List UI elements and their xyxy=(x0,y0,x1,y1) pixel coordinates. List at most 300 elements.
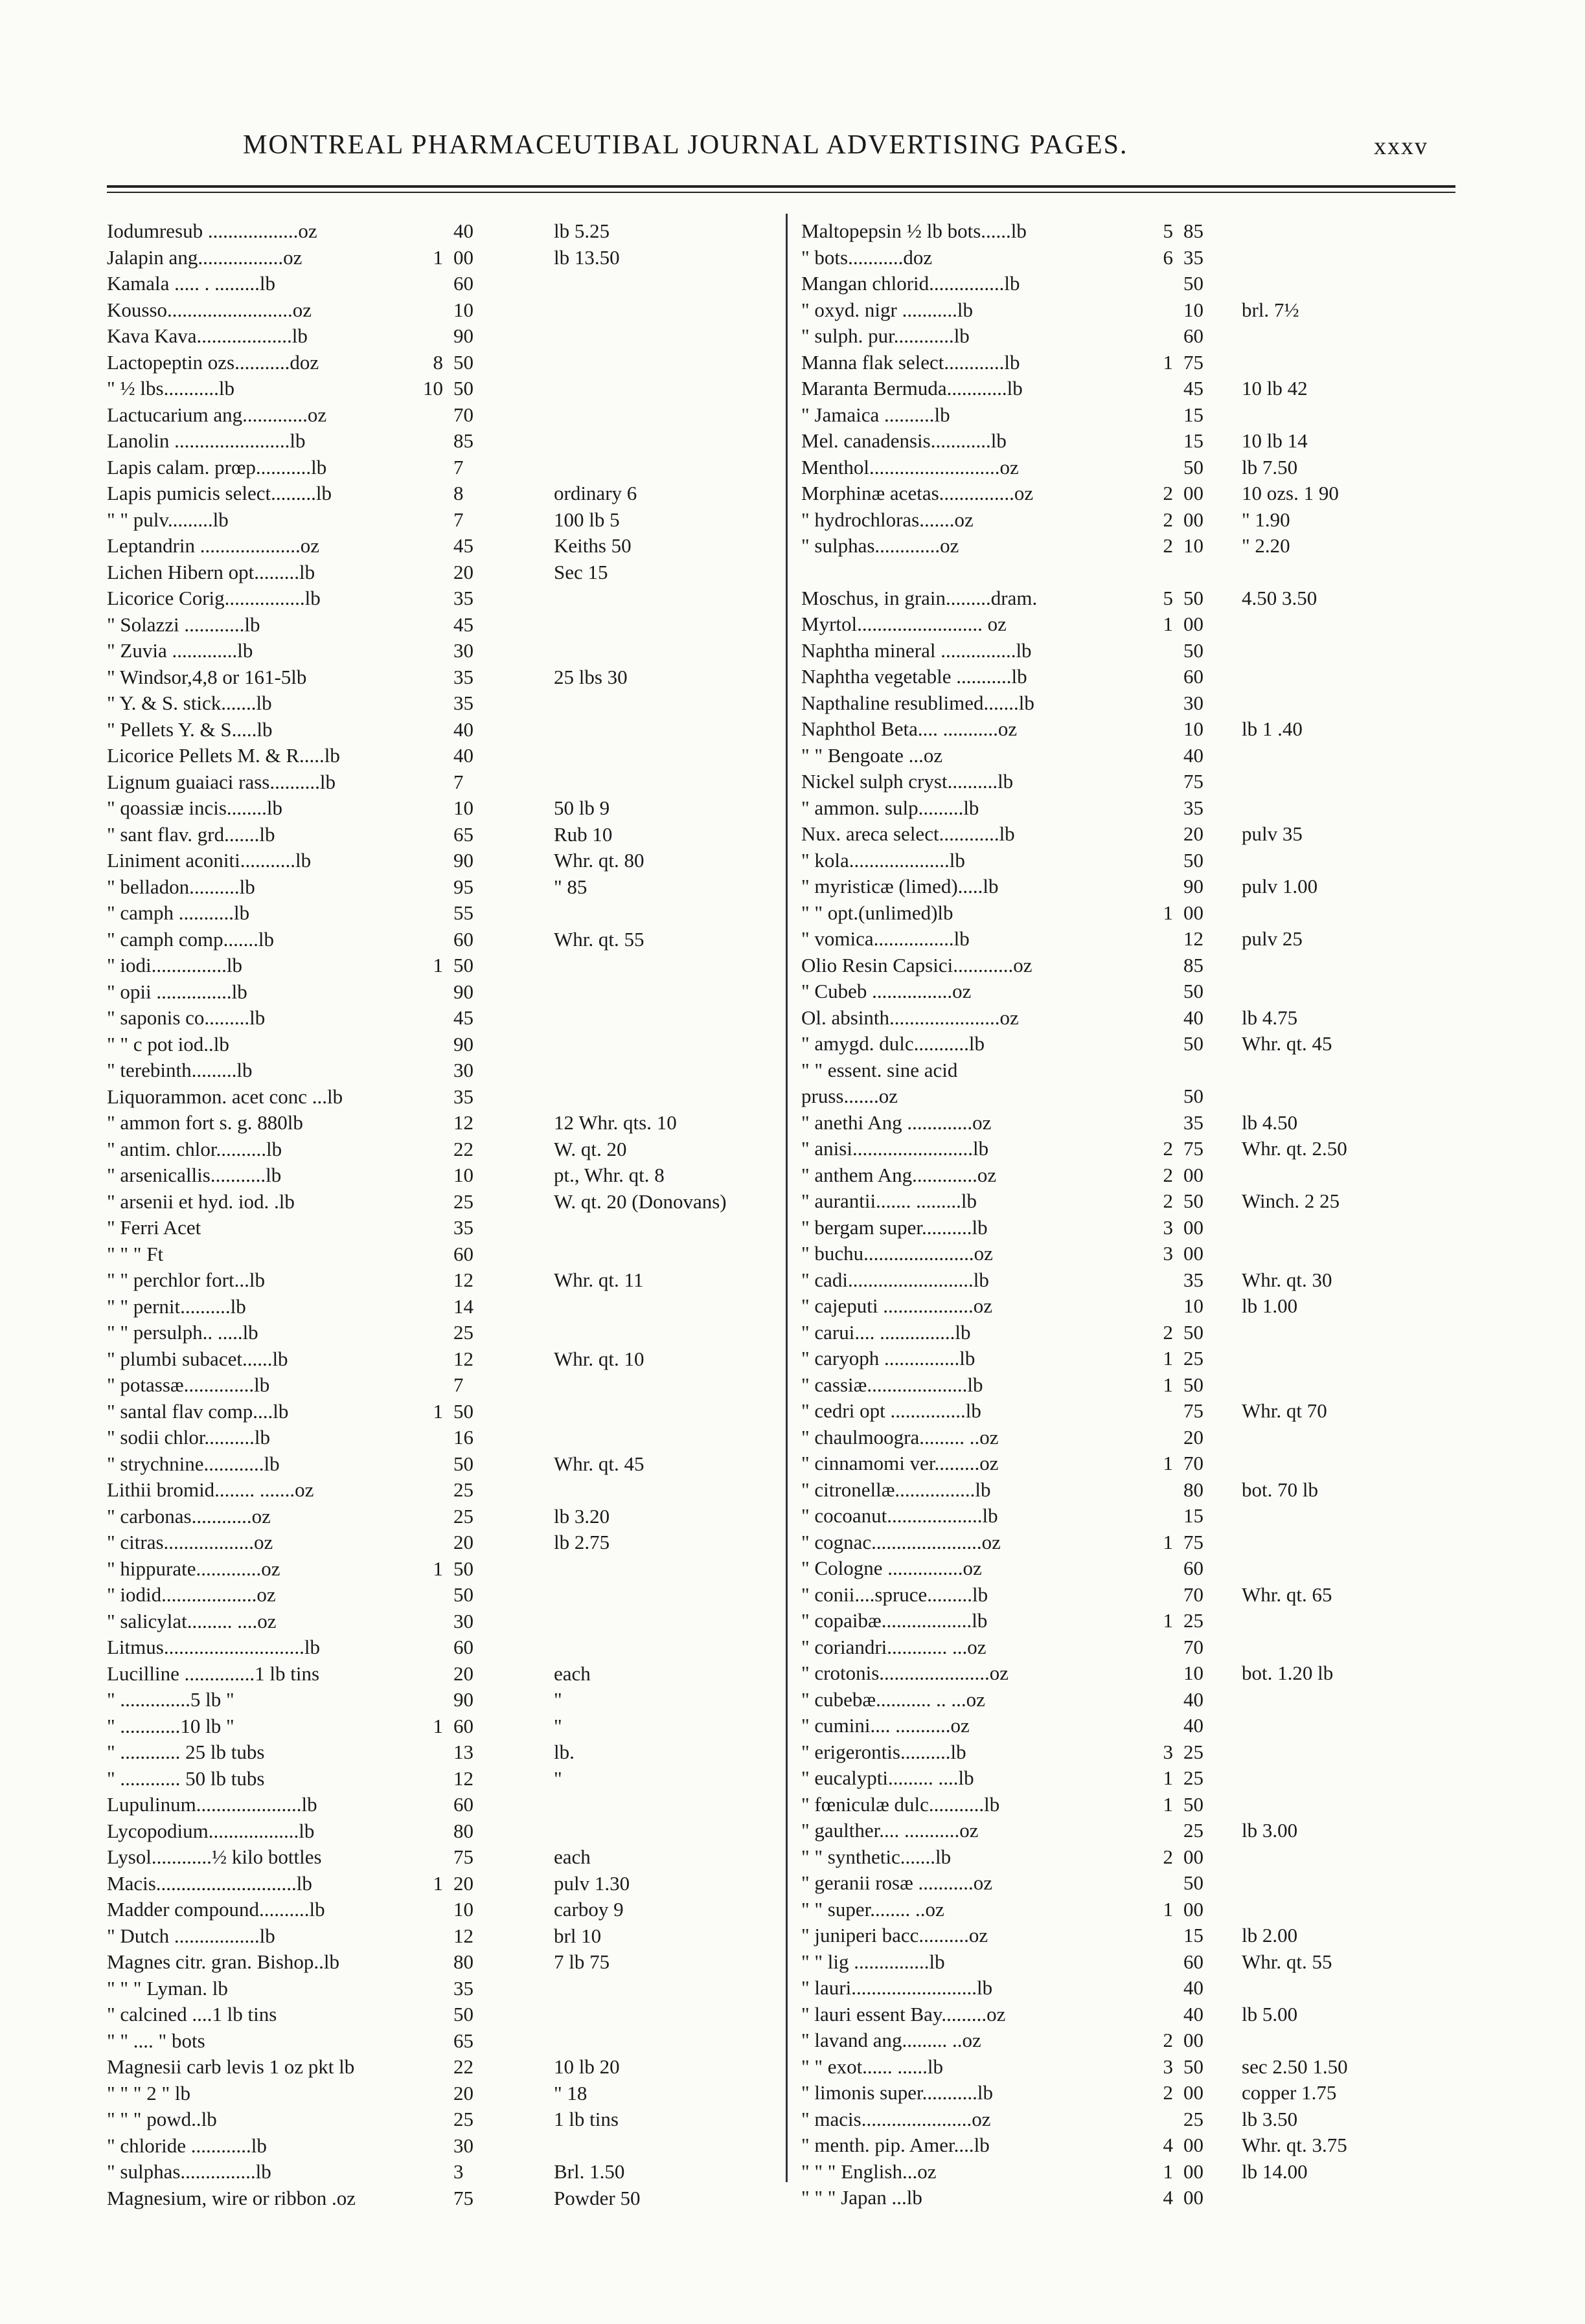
item-note: " 2.20 xyxy=(1242,534,1290,557)
item-name: " bergam super..........lb xyxy=(801,1215,988,1239)
price-cents: 85 xyxy=(1183,953,1203,976)
item-name: Nux. areca select............lb xyxy=(801,822,1015,845)
price-cents: 25 xyxy=(453,1190,473,1213)
item-name: Licorice Pellets M. & R.....lb xyxy=(107,744,340,767)
price-cents: 80 xyxy=(1183,1478,1203,1501)
price-list-row xyxy=(801,638,1475,664)
price-list-row xyxy=(801,2185,1475,2211)
item-name: " calcined ....1 lb tins xyxy=(107,2003,277,2025)
item-name: " camph comp.......lb xyxy=(107,927,275,951)
price-list-row xyxy=(801,1634,1475,1661)
price-list-row xyxy=(107,927,781,953)
price-list-row xyxy=(801,1162,1475,1189)
item-name: Lichen Hibern opt.........lb xyxy=(107,560,315,583)
price-cents: 75 xyxy=(1183,1399,1203,1422)
price-list-row xyxy=(107,1084,781,1111)
price-dollars: 1 xyxy=(433,954,443,976)
item-name: Morphinæ acetas...............oz xyxy=(801,482,1034,504)
page-title: MONTREAL PHARMACEUTIBAL JOURNAL ADVERTISING PAGES. xyxy=(243,130,1128,160)
item-name: Lycopodium..................lb xyxy=(107,1819,315,1842)
item-note: pulv 1.30 xyxy=(554,1871,630,1895)
price-cents: 50 xyxy=(453,1583,473,1606)
price-list-row xyxy=(801,690,1475,717)
item-name: " coriandri............ ...oz xyxy=(801,1635,986,1658)
price-cents: 12 xyxy=(453,1269,473,1291)
item-name: " " .... " bots xyxy=(107,2029,205,2052)
price-list-row xyxy=(107,1556,781,1583)
price-dollars: 1 xyxy=(1163,350,1173,374)
price-cents: 40 xyxy=(453,717,473,741)
item-note: lb 4.50 xyxy=(1242,1111,1298,1134)
item-name: " " essent. sine acid xyxy=(801,1058,958,1081)
item-name: Naphtha vegetable ...........lb xyxy=(801,665,1027,688)
item-name: " ............ 25 lb tubs xyxy=(107,1741,265,1763)
item-name: Lupulinum.....................lb xyxy=(107,1793,317,1816)
item-note: each xyxy=(554,1845,591,1868)
item-name: " aurantii....... .........lb xyxy=(801,1190,977,1212)
price-cents: 50 xyxy=(1183,2055,1203,2078)
price-cents: 50 xyxy=(1183,848,1203,872)
price-list-row xyxy=(801,1005,1475,1032)
price-list-row xyxy=(107,2133,781,2160)
price-list-row xyxy=(801,1057,1475,1084)
price-cents: 25 xyxy=(1183,1609,1203,1632)
price-list-row xyxy=(801,1555,1475,1582)
price-list-row xyxy=(107,1871,781,1897)
price-list-row xyxy=(107,979,781,1006)
price-cents: 50 xyxy=(453,1452,473,1475)
price-list-row xyxy=(801,245,1475,271)
price-list-row xyxy=(801,1267,1475,1294)
price-cents: 30 xyxy=(453,1609,473,1632)
price-list-row xyxy=(801,271,1475,297)
price-dollars: 2 xyxy=(1163,1845,1173,1868)
item-name: Lapis pumicis select.........lb xyxy=(107,482,332,504)
price-list-row xyxy=(107,1136,781,1163)
item-name: " cassiæ....................lb xyxy=(801,1373,983,1396)
price-list-row xyxy=(107,1032,781,1058)
item-note: copper 1.75 xyxy=(1242,2081,1337,2104)
price-list-row xyxy=(107,1949,781,1976)
price-dollars: 2 xyxy=(1163,1137,1173,1160)
price-dollars: 1 xyxy=(433,1557,443,1580)
item-name: " " c pot iod..lb xyxy=(107,1032,229,1055)
price-cents: 12 xyxy=(453,1766,473,1790)
price-list-row xyxy=(801,1897,1475,1923)
price-cents: 00 xyxy=(1183,1242,1203,1265)
item-note: Whr. qt. 65 xyxy=(1242,1583,1332,1606)
price-dollars: 3 xyxy=(1163,2055,1173,2078)
item-name: " geranii rosæ ...........oz xyxy=(801,1871,993,1894)
item-note: lb 14.00 xyxy=(1242,2160,1308,2183)
price-cents: 70 xyxy=(1183,1583,1203,1606)
price-cents: 7 xyxy=(453,770,464,793)
price-cents: 22 xyxy=(453,1137,473,1160)
price-cents: 10 xyxy=(1183,534,1203,557)
price-cents: 90 xyxy=(453,980,473,1003)
price-dollars: 1 xyxy=(433,1399,443,1423)
price-list-row xyxy=(801,533,1475,559)
price-list-row xyxy=(107,690,781,717)
price-list-row xyxy=(801,455,1475,481)
price-cents: 7 xyxy=(453,1373,464,1396)
page-number: xxxv xyxy=(1374,133,1428,160)
item-name: " carbonas............oz xyxy=(107,1504,271,1528)
price-cents: 20 xyxy=(453,1531,473,1553)
price-cents: 14 xyxy=(453,1294,473,1318)
price-list-row xyxy=(801,1713,1475,1739)
page-header xyxy=(107,130,1428,168)
price-list-right-column xyxy=(801,218,1475,2211)
price-dollars: 3 xyxy=(1163,1215,1173,1239)
price-cents: 25 xyxy=(1183,2107,1203,2130)
price-list-row xyxy=(801,874,1475,900)
price-list-row xyxy=(107,1189,781,1215)
price-list-row xyxy=(107,1713,781,1740)
price-list-row xyxy=(107,559,781,586)
price-dollars: 1 xyxy=(433,245,443,269)
price-cents: 75 xyxy=(453,2186,473,2209)
item-name: Lithii bromid........ .......oz xyxy=(107,1478,314,1501)
header-rule-thin xyxy=(107,192,1455,193)
item-name: " ½ lbs...........lb xyxy=(107,377,234,400)
price-cents: 30 xyxy=(453,2134,473,2157)
item-name: " sulphas...............lb xyxy=(107,2160,271,2183)
price-cents: 15 xyxy=(1183,1924,1203,1946)
price-cents: 15 xyxy=(1183,403,1203,426)
price-list-row xyxy=(107,1739,781,1766)
price-list-row xyxy=(107,1267,781,1294)
price-cents: 00 xyxy=(1183,2134,1203,2156)
price-list-row xyxy=(801,1975,1475,2002)
price-cents: 50 xyxy=(1183,586,1203,609)
price-list-row xyxy=(801,900,1475,927)
price-cents: 80 xyxy=(453,1950,473,1973)
price-list-row xyxy=(107,1215,781,1241)
item-name: " " Bengoate ...oz xyxy=(801,743,943,767)
item-name: " citras..................oz xyxy=(107,1531,273,1553)
price-cents: 35 xyxy=(453,665,473,688)
price-dollars: 2 xyxy=(1163,508,1173,531)
price-list-row xyxy=(107,455,781,481)
item-name: " vomica................lb xyxy=(801,927,970,950)
item-note: 4.50 3.50 xyxy=(1242,586,1317,609)
price-cents: 25 xyxy=(453,1478,473,1501)
price-cents: 50 xyxy=(1183,638,1203,662)
price-cents: 55 xyxy=(453,901,473,924)
price-list-row xyxy=(801,769,1475,795)
price-list-row xyxy=(801,218,1475,245)
price-cents: 60 xyxy=(453,1636,473,1658)
column-divider xyxy=(786,214,788,2182)
price-cents: 60 xyxy=(453,927,473,951)
item-name: " " " English...oz xyxy=(801,2160,937,2183)
price-list-row xyxy=(801,1608,1475,1634)
price-cents: 45 xyxy=(453,613,473,636)
price-cents: 00 xyxy=(1183,613,1203,635)
item-name: " " " Japan ...lb xyxy=(801,2186,922,2209)
price-cents: 7 xyxy=(453,455,464,479)
price-list-row xyxy=(801,1136,1475,1162)
price-cents: 00 xyxy=(453,245,473,269)
price-cents: 40 xyxy=(1183,1006,1203,1029)
price-dollars: 4 xyxy=(1163,2186,1173,2209)
item-note: brl. 7½ xyxy=(1242,298,1299,321)
price-list-row xyxy=(107,585,781,612)
price-cents: 40 xyxy=(453,744,473,767)
item-name: " cumini.... ...........oz xyxy=(801,1714,970,1737)
price-list-row xyxy=(107,664,781,691)
price-list-row xyxy=(107,245,781,271)
price-list-row xyxy=(107,1634,781,1661)
price-list-row xyxy=(801,428,1475,455)
price-cents: 90 xyxy=(453,1032,473,1055)
item-name: Menthol..........................oz xyxy=(801,455,1019,479)
price-cents: 10 xyxy=(453,796,473,819)
price-list-row xyxy=(801,716,1475,743)
item-name: Leptandrin ....................oz xyxy=(107,534,320,557)
price-list-row xyxy=(107,1477,781,1504)
price-cents: 00 xyxy=(1183,2081,1203,2104)
price-list-row xyxy=(801,2159,1475,2185)
price-list-row xyxy=(107,1582,781,1608)
item-note: " xyxy=(554,1688,562,1711)
item-name: " eucalypti......... ....lb xyxy=(801,1766,974,1789)
item-name: " " opt.(unlimed)lb xyxy=(801,901,953,924)
price-dollars: 1 xyxy=(1163,1609,1173,1632)
item-name: " carui.... ...............lb xyxy=(801,1320,971,1344)
item-name: Magnes citr. gran. Bishop..lb xyxy=(107,1950,340,1973)
item-name: " menth. pip. Amer....lb xyxy=(801,2134,990,2156)
item-note: 7 lb 75 xyxy=(554,1950,610,1973)
price-list-row xyxy=(107,271,781,297)
price-cents: 40 xyxy=(1183,1714,1203,1737)
price-dollars: 5 xyxy=(1163,220,1173,242)
item-name: Litmus............................lb xyxy=(107,1636,320,1658)
item-name: " cinnamomi ver.........oz xyxy=(801,1452,999,1474)
item-name: Lucilline ..............1 lb tins xyxy=(107,1662,320,1685)
item-name: Lignum guaiaci rass..........lb xyxy=(107,770,336,793)
price-list-row xyxy=(107,1320,781,1346)
price-list-row xyxy=(801,1083,1475,1110)
price-list-row xyxy=(801,795,1475,822)
price-dollars: 1 xyxy=(433,1871,443,1895)
item-note: " xyxy=(554,1766,562,1790)
item-name: " buchu......................oz xyxy=(801,1242,993,1265)
price-cents: 75 xyxy=(453,1845,473,1868)
item-note: Sec 15 xyxy=(554,560,608,583)
price-list-row xyxy=(801,1582,1475,1608)
price-list-row xyxy=(801,1215,1475,1241)
item-note: lb 7.50 xyxy=(1242,455,1298,479)
item-name: " citronellæ................lb xyxy=(801,1478,991,1501)
price-cents: 90 xyxy=(453,849,473,872)
price-list-row xyxy=(801,1687,1475,1713)
item-name: Licorice Corig................lb xyxy=(107,587,321,609)
price-cents: 60 xyxy=(453,1793,473,1816)
price-list-row xyxy=(801,953,1475,979)
price-cents: 40 xyxy=(1183,1976,1203,1999)
price-cents: 50 xyxy=(1183,1190,1203,1212)
item-name: " " pulv.........lb xyxy=(107,508,229,531)
item-name: Maranta Bermuda............lb xyxy=(801,377,1023,400)
item-name: " fœniculæ dulc...........lb xyxy=(801,1792,1000,1816)
item-name: " cadi.........................lb xyxy=(801,1268,989,1291)
price-list-row xyxy=(107,1661,781,1687)
item-name: " crotonis......................oz xyxy=(801,1662,1009,1684)
price-list-row xyxy=(107,795,781,822)
price-list-row xyxy=(107,953,781,979)
item-name: " terebinth.........lb xyxy=(107,1059,253,1081)
price-list-row xyxy=(107,1241,781,1268)
price-list-row xyxy=(801,1372,1475,1399)
price-list-row xyxy=(107,1057,781,1084)
price-list-row xyxy=(107,1372,781,1399)
item-name: " oxyd. nigr ...........lb xyxy=(801,298,973,321)
item-note: Whr. qt. 45 xyxy=(1242,1032,1332,1055)
price-dollars: 1 xyxy=(1163,1452,1173,1474)
price-cents: 15 xyxy=(1183,1504,1203,1527)
price-list-row xyxy=(801,2106,1475,2133)
item-note: lb 3.00 xyxy=(1242,1819,1298,1842)
item-name: " belladon..........lb xyxy=(107,875,255,898)
price-cents: 10 xyxy=(453,1898,473,1921)
price-cents: 35 xyxy=(1183,796,1203,819)
item-name: " amygd. dulc...........lb xyxy=(801,1032,985,1055)
item-name: " " super........ ..oz xyxy=(801,1897,944,1921)
price-cents: 50 xyxy=(453,2003,473,2025)
item-name: " Windsor,4,8 or 161-5lb xyxy=(107,665,307,688)
price-dollars: 1 xyxy=(1163,613,1173,635)
price-list-row xyxy=(801,821,1475,848)
item-note: 1 lb tins xyxy=(554,2108,619,2130)
price-cents: 8 xyxy=(453,482,464,504)
item-name: " Dutch .................lb xyxy=(107,1924,275,1947)
item-name: " sulphas.............oz xyxy=(801,534,959,557)
price-list-row xyxy=(801,1765,1475,1792)
item-name: Kava Kava...................lb xyxy=(107,324,308,347)
item-note: 10 ozs. 1 90 xyxy=(1242,482,1339,504)
item-name: " cocoanut...................lb xyxy=(801,1504,998,1527)
item-name: " hippurate.............oz xyxy=(107,1557,280,1580)
price-dollars: 3 xyxy=(1163,1740,1173,1763)
price-cents: 25 xyxy=(1183,1347,1203,1370)
price-list-row xyxy=(107,1792,781,1818)
price-list-row xyxy=(801,926,1475,953)
item-name: " " lig ...............lb xyxy=(801,1950,945,1973)
price-cents: 12 xyxy=(453,1924,473,1947)
price-list-row xyxy=(107,1162,781,1189)
item-name: " ............ 50 lb tubs xyxy=(107,1766,265,1790)
price-cents: 95 xyxy=(453,875,473,898)
price-list-row xyxy=(107,1818,781,1845)
item-name: Liquorammon. acet conc ...lb xyxy=(107,1085,343,1108)
price-list-row xyxy=(107,612,781,638)
price-list-row xyxy=(107,1608,781,1635)
price-dollars: 2 xyxy=(1163,482,1173,504)
item-name: " Solazzi ............lb xyxy=(107,613,260,636)
price-list-row xyxy=(801,1110,1475,1136)
price-list-row xyxy=(107,2002,781,2028)
price-cents: 35 xyxy=(1183,1268,1203,1291)
item-note: lb 1 .40 xyxy=(1242,717,1303,740)
price-list-row xyxy=(107,507,781,534)
price-dollars: 2 xyxy=(1163,1163,1173,1186)
price-cents: 45 xyxy=(453,1006,473,1029)
price-cents: 25 xyxy=(1183,1766,1203,1789)
price-cents: 00 xyxy=(1183,1215,1203,1239)
item-note: W. qt. 20 xyxy=(554,1137,627,1160)
item-name: " " synthetic.......lb xyxy=(801,1845,952,1868)
price-list-row xyxy=(107,1976,781,2002)
price-dollars: 1 xyxy=(1163,1530,1173,1553)
price-list-row xyxy=(801,1031,1475,1057)
item-name: " qoassiæ incis........lb xyxy=(107,796,282,819)
item-name: " " " Ft xyxy=(107,1242,164,1265)
price-list-row xyxy=(801,848,1475,874)
price-list-row xyxy=(107,743,781,769)
price-cents: 10 xyxy=(1183,1662,1203,1684)
item-name: Kamala ..... . .........lb xyxy=(107,272,276,295)
item-name: " lauri essent Bay.........oz xyxy=(801,2002,1006,2025)
price-cents: 3 xyxy=(453,2160,464,2183)
price-cents: 25 xyxy=(453,2108,473,2130)
item-name: " anthem Ang.............oz xyxy=(801,1163,997,1186)
price-cents: 50 xyxy=(1183,1085,1203,1107)
price-list-row xyxy=(801,978,1475,1005)
price-cents: 50 xyxy=(1183,272,1203,295)
price-dollars: 1 xyxy=(1163,1766,1173,1789)
item-name: " potassæ..............lb xyxy=(107,1373,270,1396)
item-name: " cognac......................oz xyxy=(801,1530,1001,1553)
price-list-row xyxy=(801,480,1475,507)
item-note: " 1.90 xyxy=(1242,508,1290,531)
header-rule-thick xyxy=(107,185,1455,188)
item-name: " ammon. sulp.........lb xyxy=(801,796,979,819)
price-cents: 00 xyxy=(1183,2029,1203,2051)
item-note: lb 3.20 xyxy=(554,1504,610,1528)
price-cents: 90 xyxy=(1183,875,1203,897)
price-cents: 00 xyxy=(1183,2186,1203,2209)
item-note: carboy 9 xyxy=(554,1898,624,1921)
item-note: Whr. qt. 11 xyxy=(554,1269,644,1291)
price-list-row xyxy=(801,1241,1475,1267)
item-name: Napthaline resublimed.......lb xyxy=(801,691,1034,714)
price-list-row xyxy=(107,638,781,664)
price-list-row xyxy=(107,2185,781,2212)
price-cents: 35 xyxy=(453,692,473,714)
price-cents: 50 xyxy=(1183,980,1203,1002)
price-cents: 22 xyxy=(453,2055,473,2078)
item-name: " sulph. pur............lb xyxy=(801,324,970,347)
item-note: pulv 35 xyxy=(1242,822,1303,845)
item-note: Whr. qt. 30 xyxy=(1242,1268,1332,1291)
price-cents: 00 xyxy=(1183,1163,1203,1186)
price-cents: 45 xyxy=(1183,377,1203,400)
price-list-row xyxy=(107,1529,781,1556)
item-name: " cubebæ........... .. ...oz xyxy=(801,1687,985,1711)
item-name: Naphthol Beta.... ...........oz xyxy=(801,717,1018,740)
price-list-row xyxy=(801,1739,1475,1766)
item-name: Lapis calam. prœp...........lb xyxy=(107,455,327,479)
item-note: Whr. qt. 2.50 xyxy=(1242,1137,1347,1160)
item-name: Maltopepsin ½ lb bots......lb xyxy=(801,220,1027,242)
price-list-row xyxy=(801,743,1475,769)
price-list-row xyxy=(107,402,781,429)
price-list-row xyxy=(107,900,781,927)
item-note: 12 Whr. qts. 10 xyxy=(554,1111,677,1134)
price-cents: 40 xyxy=(1183,2002,1203,2025)
